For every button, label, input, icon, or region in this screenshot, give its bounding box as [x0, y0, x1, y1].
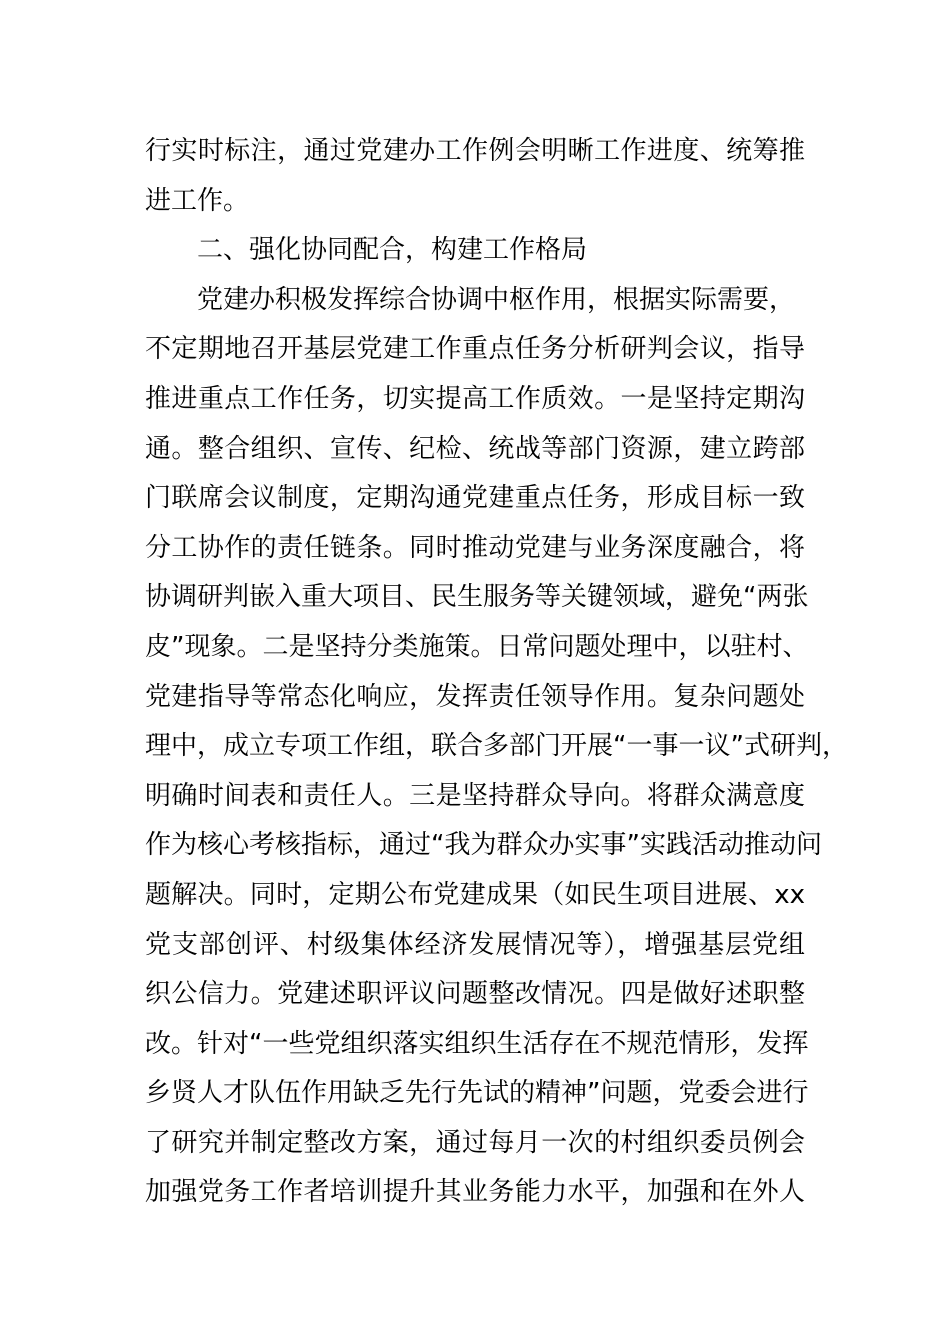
text-line-19: 改。针对“一些党组织落实组织生活存在不规范情形，发挥: [145, 1028, 809, 1059]
text-line-11: 皮”现象。二是坚持分类施策。日常问题处理中，以驻村、: [145, 631, 809, 662]
text-line-4: 党建办积极发挥综合协调中枢作用，根据实际需要，: [197, 284, 796, 315]
text-line-15: 作为核心考核指标，通过“我为群众办实事”实践活动推动问: [145, 830, 822, 861]
text-line-1: 行实时标注，通过党建办工作例会明晰工作进度、统筹推: [145, 136, 805, 166]
text-line-2: 进工作。: [145, 185, 250, 216]
text-line-17: 党支部创评、村级集体经济发展情况等），增强基层党组: [145, 929, 805, 960]
body-text: [145, 127, 848, 1218]
text-line-12: 党建指导等常态化响应，发挥责任领导作用。复杂问题处: [145, 681, 805, 712]
text-line-18: 织公信力。党建述职评议问题整改情况。四是做好述职整: [145, 979, 805, 1010]
text-line-9: 分工协作的责任链条。同时推动党建与业务深度融合，将: [145, 532, 805, 563]
section-heading: 二、强化协同配合，构建工作格局: [197, 235, 588, 266]
text-line-20: 乡贤人才队伍作用缺乏先行先试的精神”问题，党委会进行: [145, 1078, 809, 1109]
text-line-21: 了研究并制定整改方案，通过每月一次的村组织委员例会: [145, 1127, 805, 1158]
text-line-22: 加强党务工作者培训提升其业务能力水平，加强和在外人: [145, 1177, 805, 1208]
text-line-16: 题解决。同时，定期公布党建成果（如民生项目进展、xx: [145, 879, 805, 910]
text-line-13: 理中，成立专项工作组，联合多部门开展“一事一议”式研判，: [145, 731, 848, 762]
text-line-10: 协调研判嵌入重大项目、民生服务等关键领域，避免“两张: [145, 582, 809, 613]
text-line-8: 门联席会议制度，定期沟通党建重点任务，形成目标一致: [145, 483, 805, 514]
text-line-7: 通。整合组织、宣传、纪检、统战等部门资源，建立跨部: [145, 433, 805, 464]
text-line-6: 推进重点工作任务，切实提高工作质效。一是坚持定期沟: [145, 383, 805, 414]
text-line-5: 不定期地召开基层党建工作重点任务分析研判会议，指导: [145, 334, 805, 365]
text-line-14: 明确时间表和责任人。三是坚持群众导向。将群众满意度: [145, 780, 805, 811]
